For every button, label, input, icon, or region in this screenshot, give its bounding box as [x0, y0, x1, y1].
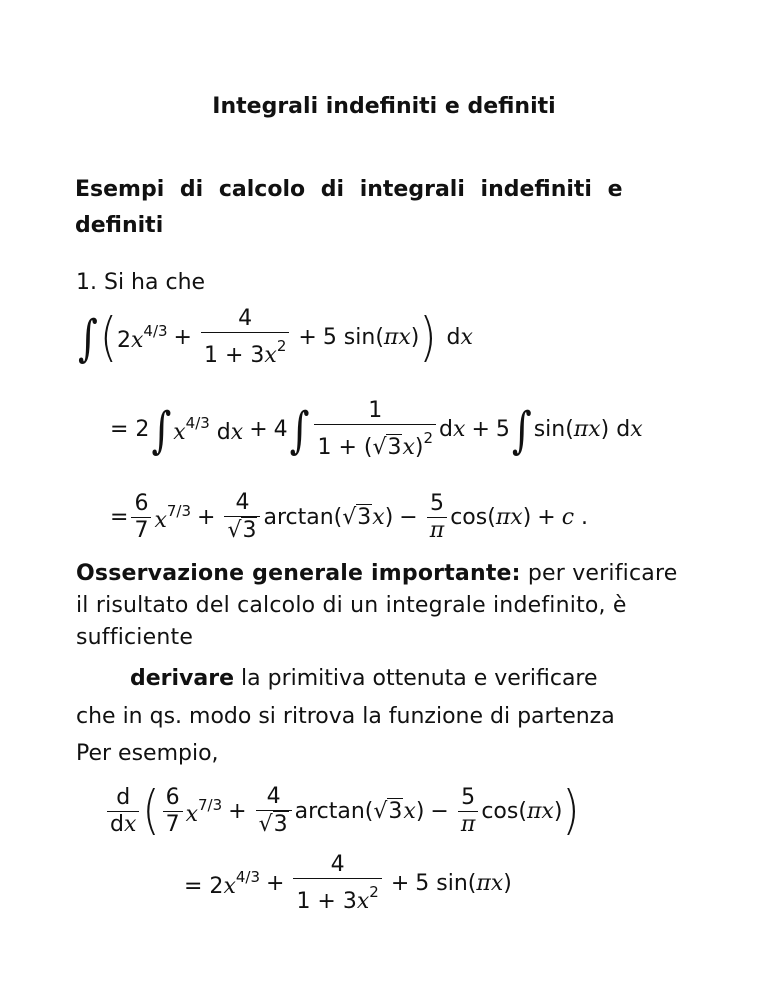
page-title: Integrali indefiniti e definiti — [212, 94, 556, 119]
derive-bold: derivare — [130, 666, 235, 691]
item-intro: 1. Si ha che — [76, 270, 206, 295]
example-line: Per esempio, — [76, 741, 219, 766]
observation-paragraph — [76, 558, 686, 654]
observation-label: Osservazione generale importante: — [76, 561, 521, 586]
equation-integral: ∫ ( $2x^{4/3}$ + $\frac{4}{1 + 3x^2}$ + 5 sin(πx) ) dx — [78, 306, 473, 368]
section-heading: Esempi di calcolo di integrali indefiniti e definiti — [75, 177, 623, 238]
equation-derivative: $\frac{d}{dx}$ ( $\frac{6}{7}$ $x^{7/3}$ + 4 √ 3 arctan(√ 3 x) − $\frac{5}{\pi}$ cos(πx) ) — [104, 784, 580, 838]
equation-result: = $\frac{6}{7}$ $x^{7/3}$ + 4 √ 3 arctan(√ 3 x) − $\frac{5}{\pi}$ cos(πx) + c . — [110, 490, 589, 543]
check-line: che in qs. modo si ritrova la funzione di partenza — [76, 704, 615, 729]
observation-text: per verificare il risultato del calcolo di un integrale indefinito, è sufficiente — [76, 561, 678, 650]
derive-line — [130, 666, 598, 691]
equation-linearity: = 2 ∫ $x^{4/3}$ dx + 4 ∫ 1 1 + (√ 3 x)$^2$ dx + 5 ∫ sin(πx) dx — [110, 398, 643, 460]
equation-derivative-result: = $2x^{4/3}$ + $\frac{4}{1 + 3x^2}$ + 5 sin(πx) — [184, 852, 512, 914]
derive-rest: la primitiva ottenuta e verificare — [241, 666, 598, 691]
